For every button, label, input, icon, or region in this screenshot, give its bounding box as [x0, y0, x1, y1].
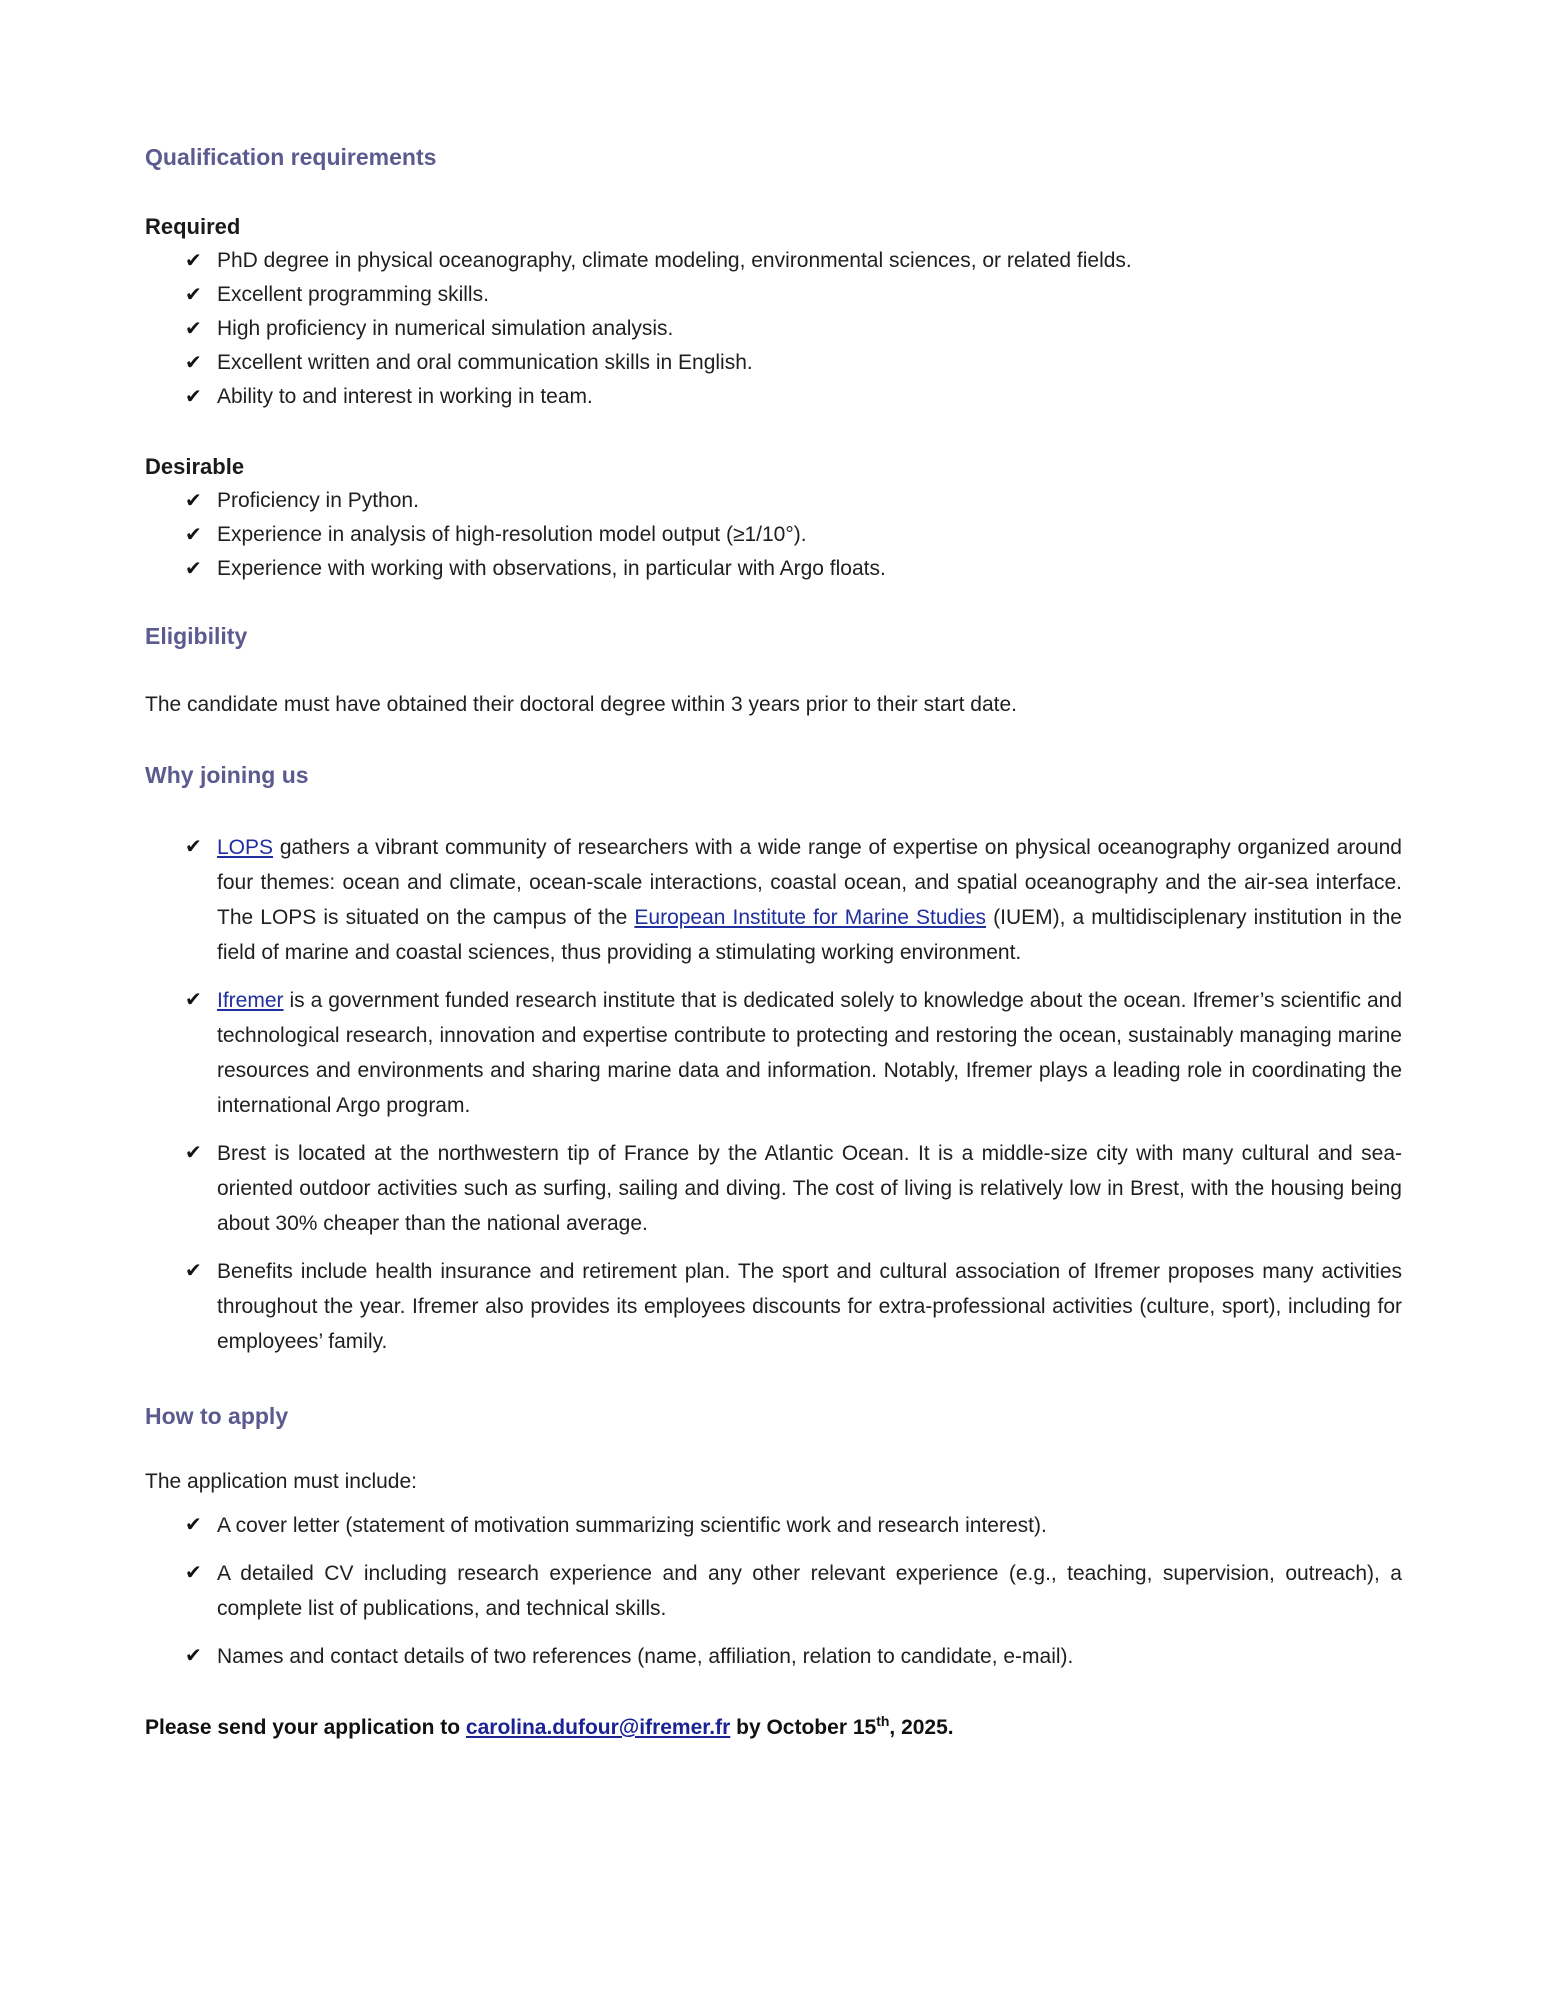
check-icon: ✔ [185, 1260, 202, 1282]
text-segment: Please send your application to [145, 1716, 466, 1739]
check-icon: ✔ [185, 524, 202, 546]
lops-link[interactable]: LOPS [217, 836, 274, 859]
eligibility-text: The candidate must have obtained their doctoral degree within 3 years prior to their start date. [145, 693, 1017, 716]
benefits-paragraph: Benefits include health insurance and retirement plan. The sport and cultural association of Ifremer proposes many activities throughout the year. Ifremer also provides its employees discounts for extra-professional activities (culture, sport), including for employees’ family. [217, 1260, 1402, 1353]
list-item-text: Excellent written and oral communication skills in English. [217, 351, 753, 374]
check-icon: ✔ [185, 1562, 202, 1584]
closing-line [145, 1710, 1402, 1745]
text-segment: is a government funded research institute that is dedicated solely to knowledge about the ocean. Ifremer’s scientific and technological research, innovation and expertise contribute to protecting and restoring the ocean, sustainably managing marine resources and environments and sharing marine data and information. Notably, Ifremer plays a leading role in coordinating the international Argo program. [217, 989, 1402, 1117]
text-segment: by October 15 [730, 1716, 877, 1739]
brest-paragraph: Brest is located at the northwestern tip of France by the Atlantic Ocean. It is a middle-size city with many cultural and sea-oriented outdoor activities such as surfing, sailing and diving. The cost of living is relatively low in Brest, with the housing being about 30% cheaper than the national average. [217, 1142, 1402, 1235]
ordinal-suffix: th [876, 1713, 890, 1729]
why-joining-us-heading: Why joining us [145, 762, 309, 788]
list-item [145, 983, 1402, 1123]
eligibility-heading: Eligibility [145, 623, 248, 649]
check-icon: ✔ [185, 284, 202, 306]
list-item-text: High proficiency in numerical simulation analysis. [217, 317, 674, 340]
lops-paragraph [217, 830, 1402, 970]
list-item-text: Proficiency in Python. [217, 489, 419, 512]
check-icon: ✔ [185, 989, 202, 1011]
desirable-list [145, 484, 1402, 586]
qualification-heading: Qualification requirements [145, 144, 437, 170]
list-item [145, 312, 1402, 346]
ifremer-paragraph [217, 983, 1402, 1123]
required-list [145, 244, 1402, 414]
list-item [145, 244, 1402, 278]
text-segment: , 2025. [889, 1716, 954, 1739]
check-icon: ✔ [185, 490, 202, 512]
apply-list [145, 1508, 1402, 1674]
list-item-text: Ability to and interest in working in team. [217, 385, 593, 408]
why-list [145, 830, 1402, 1359]
list-item-text: Experience in analysis of high-resolution model output (≥1/10°). [217, 523, 807, 546]
text-segment: gathers a vibrant community of researchers with a wide range of expertise on physical oceanography organized around four themes: ocean and climate, ocean-scale interactions, coastal ocean, and spatial oceanography and the air-sea interface. The LOPS is situated on the campus of the [217, 836, 1402, 929]
check-icon: ✔ [185, 558, 202, 580]
list-item [145, 1508, 1402, 1543]
list-item [145, 1556, 1402, 1626]
check-icon: ✔ [185, 250, 202, 272]
list-item [145, 518, 1402, 552]
list-item [145, 484, 1402, 518]
list-item-text: Names and contact details of two references (name, affiliation, relation to candidate, e-mail). [217, 1645, 1074, 1668]
email-link[interactable]: carolina.dufour@ifremer.fr [465, 1716, 731, 1739]
check-icon: ✔ [185, 1142, 202, 1164]
list-item-text: Experience with working with observations, in particular with Argo floats. [217, 557, 886, 580]
list-item-text: PhD degree in physical oceanography, climate modeling, environmental sciences, or related fields. [217, 249, 1132, 272]
list-item [145, 1254, 1402, 1359]
iuem-link[interactable]: European Institute for Marine Studies [634, 906, 987, 929]
check-icon: ✔ [185, 836, 202, 858]
check-icon: ✔ [185, 1645, 202, 1667]
list-item-text: A detailed CV including research experience and any other relevant experience (e.g., teaching, supervision, outreach), a complete list of publications, and technical skills. [217, 1562, 1402, 1620]
list-item [145, 830, 1402, 970]
list-item [145, 380, 1402, 414]
list-item-text: Excellent programming skills. [217, 283, 489, 306]
list-item [145, 552, 1402, 586]
check-icon: ✔ [185, 1514, 202, 1536]
list-item [145, 346, 1402, 380]
check-icon: ✔ [185, 318, 202, 340]
desirable-heading: Desirable [145, 454, 245, 479]
list-item [145, 278, 1402, 312]
ifremer-link[interactable]: Ifremer [217, 989, 284, 1012]
list-item [145, 1136, 1402, 1241]
how-to-apply-heading: How to apply [145, 1403, 289, 1429]
check-icon: ✔ [185, 386, 202, 408]
list-item-text: A cover letter (statement of motivation summarizing scientific work and research interest). [217, 1514, 1047, 1537]
required-heading: Required [145, 214, 241, 239]
apply-intro: The application must include: [145, 1470, 417, 1493]
check-icon: ✔ [185, 352, 202, 374]
text-segment: (IUEM), a multidisciplenary institution in the field of marine and coastal sciences, thus providing a stimulating working environment. [217, 906, 1402, 964]
list-item [145, 1639, 1402, 1674]
